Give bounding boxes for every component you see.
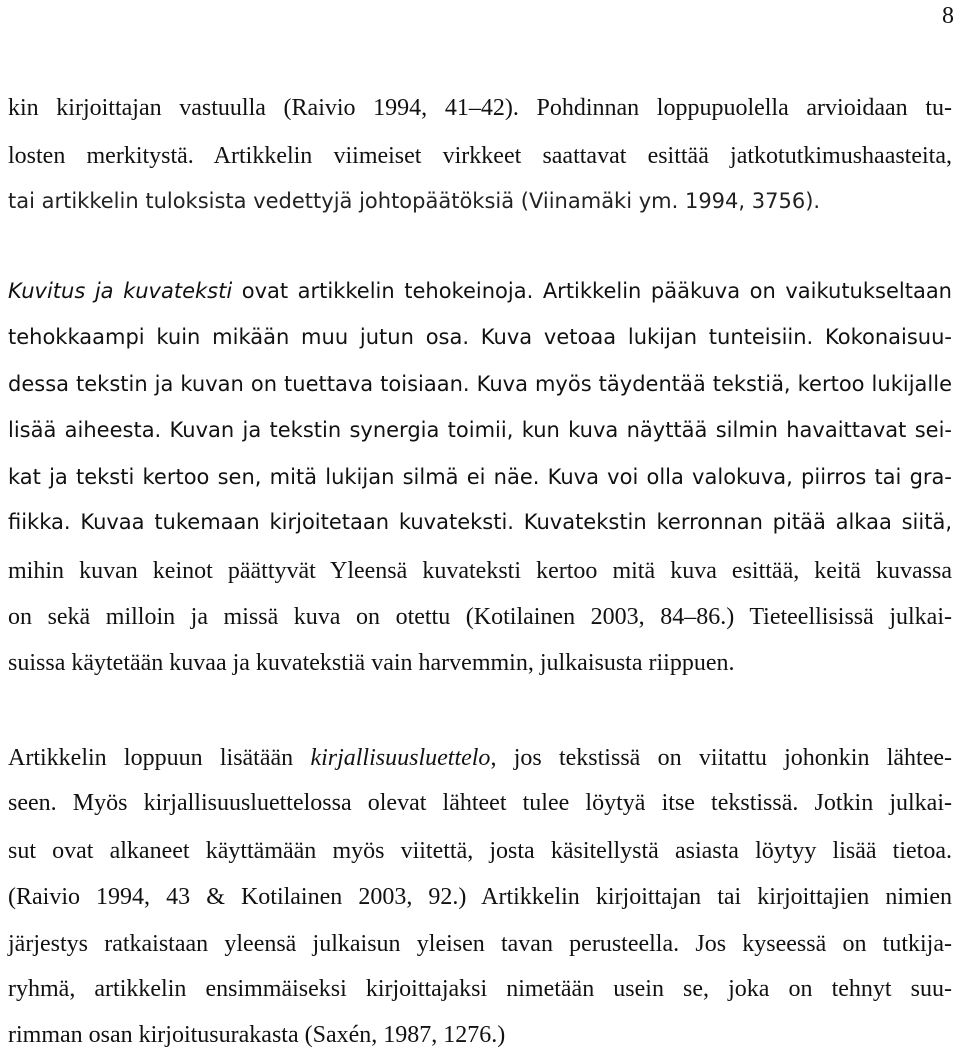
paragraph-2-line-5: kat ja teksti kertoo sen, mitä lukijan silmä ei näe. Kuva voi olla valokuva, piirros tai gra- (8, 465, 952, 489)
paragraph-3-line-5: järjestys ratkaistaan yleensä julkaisun yleisen tavan perusteella. Jos kyseessä on tutkija- (8, 931, 952, 957)
paragraph-3-line-1-rest: , jos tekstissä on viitattu johonkin lähtee- (490, 745, 953, 771)
paragraph-3-line-6: ryhmä, artikkelin ensimmäiseksi kirjoittajaksi nimetään usein se, joka on tehnyt suu- (8, 976, 952, 1002)
paragraph-3-line-1-start: Artikkelin loppuun lisätään (8, 745, 311, 771)
paragraph-2-line-6: fiikka. Kuvaa tukemaan kirjoitetaan kuvateksti. Kuvatekstin kerronnan pitää alkaa siitä, (8, 510, 952, 534)
paragraph-2-line-7: mihin kuvan keinot päättyvät Yleensä kuvateksti kertoo mitä kuva esittää, keitä kuvassa (8, 558, 952, 584)
paragraph-3-line-3: sut ovat alkaneet käyttämään myös viitettä, josta käsitellystä asiasta löytyy lisää tietoa. (8, 838, 952, 864)
paragraph-1-line-1: kin kirjoittajan vastuulla (Raivio 1994, 41–42). Pohdinnan loppupuolella arvioidaan tu- (8, 95, 952, 121)
paragraph-2-line-8: on sekä milloin ja missä kuva on otettu (Kotilainen 2003, 84–86.) Tieteellisissä julkai- (8, 604, 952, 630)
page-number: 8 (942, 3, 954, 29)
paragraph-2-line-1-rest: ovat artikkelin tehokeinoja. Artikkelin pääkuva on vaikutukseltaan (232, 279, 952, 303)
italic-term-kuvitus: Kuvitus ja kuvateksti (8, 279, 233, 303)
paragraph-3-line-1 (8, 743, 952, 773)
paragraph-2-line-2: tehokkaampi kuin mikään muu jutun osa. Kuva vetoaa lukijan tunteisiin. Kokonaisuu- (8, 325, 952, 349)
paragraph-1-line-2: losten merkitystä. Artikkelin viimeiset virkkeet saattavat esittää jatkotutkimushaasteita, (8, 143, 952, 169)
paragraph-3-line-2: seen. Myös kirjallisuusluettelossa olevat lähteet tulee löytyä itse tekstissä. Jotkin julkai- (8, 790, 952, 816)
paragraph-2-line-4: lisää aiheesta. Kuvan ja tekstin synergia toimii, kun kuva näyttää silmin havaittavat sei- (8, 418, 952, 442)
paragraph-1-line-3: tai artikkelin tuloksista vedettyjä johtopäätöksiä (Viinamäki ym. 1994, 3756). (8, 189, 821, 213)
italic-term-kirjallisuusluettelo: kirjallisuusluettelo (310, 745, 491, 771)
paragraph-2-line-9: suissa käytetään kuvaa ja kuvatekstiä vain harvemmin, julkaisusta riippuen. (8, 650, 735, 676)
paragraph-3-line-7: rimman osan kirjoitusurakasta (Saxén, 1987, 1276.) (8, 1022, 506, 1048)
paragraph-2-line-3: dessa tekstin ja kuvan on tuettava toisiaan. Kuva myös täydentää tekstiä, kertoo lukijalle (8, 372, 952, 396)
paragraph-3-line-4: (Raivio 1994, 43 & Kotilainen 2003, 92.) Artikkelin kirjoittajan tai kirjoittajien nimien (8, 884, 952, 910)
paragraph-2-line-1 (8, 276, 952, 306)
